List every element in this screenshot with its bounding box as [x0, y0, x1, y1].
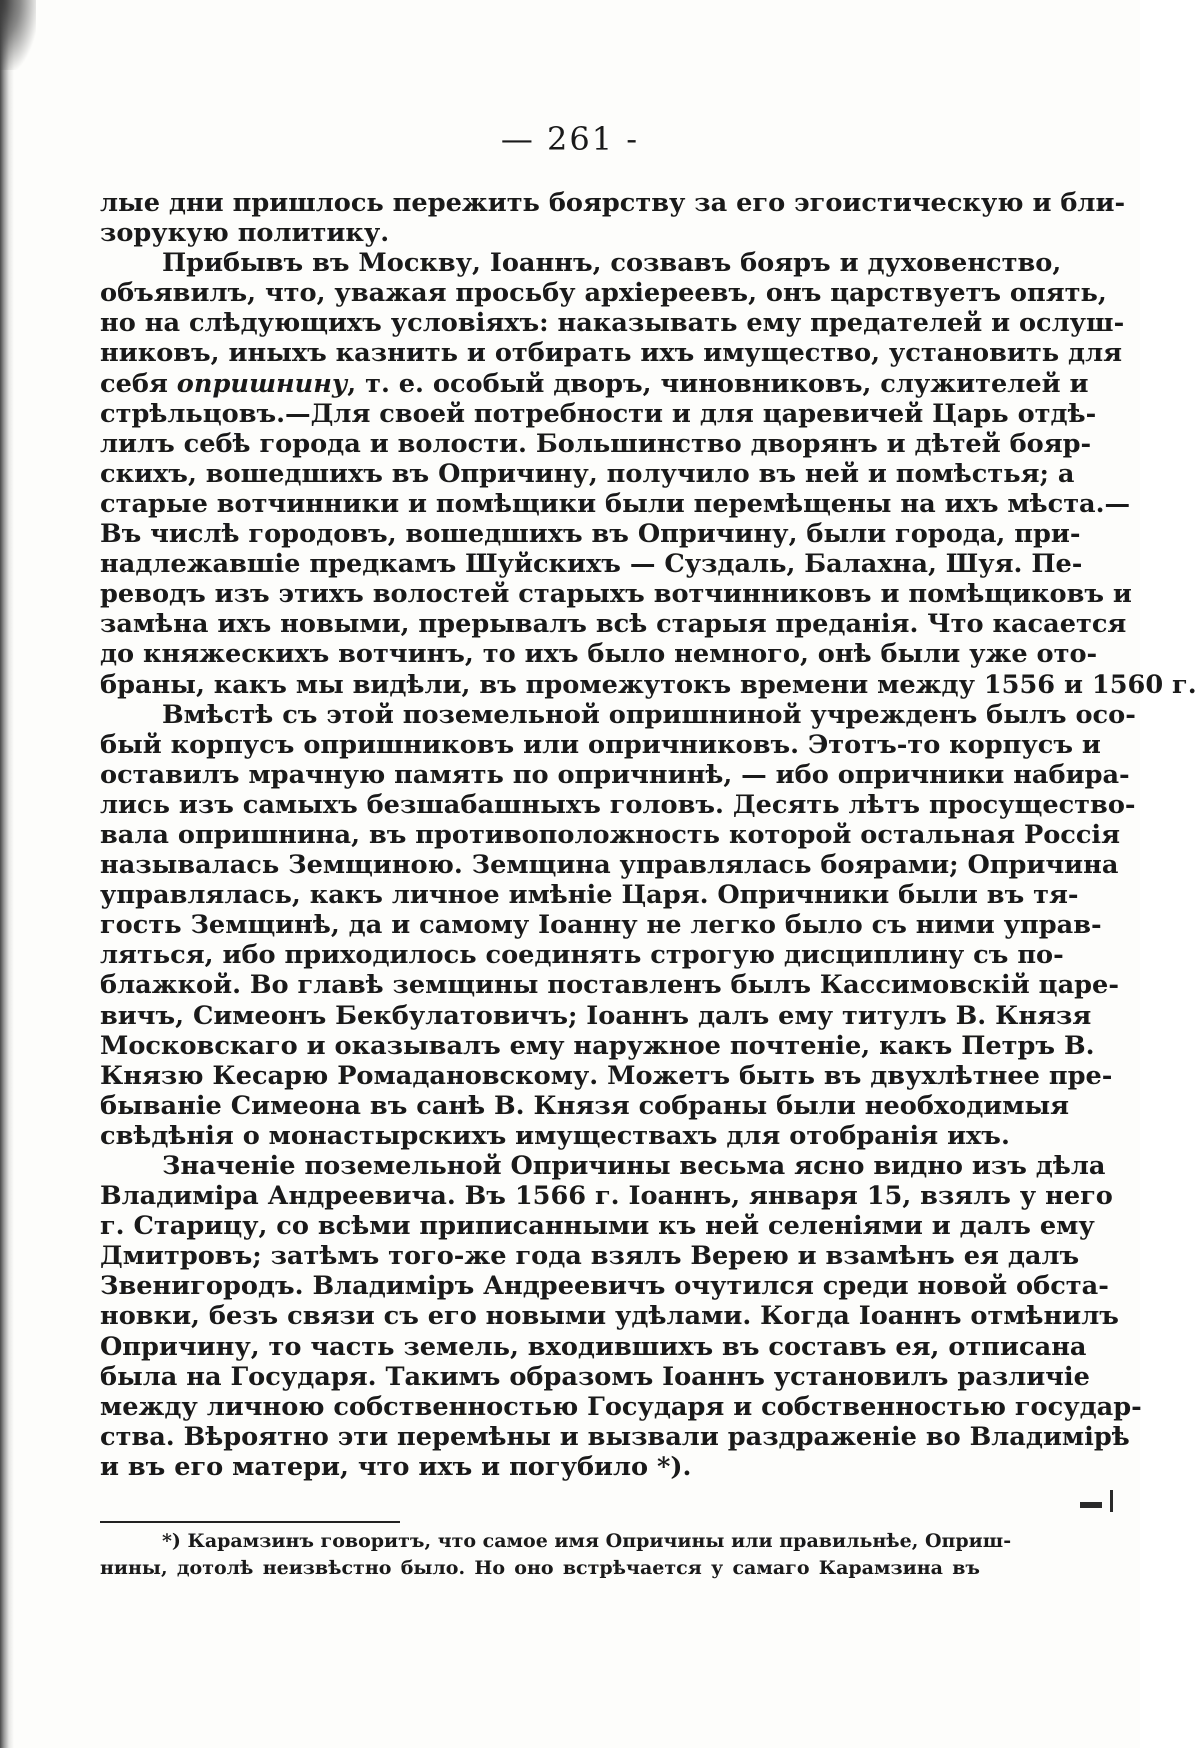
text-line: лые дни пришлось пережить боярству за его эгоистическую и бли- [100, 188, 1126, 218]
text-line: вала опришнина, въ противоположность которой остальная Россія [100, 819, 1121, 850]
text-line: называлась Земщиною. Земщина управлялась боярами; Опричина [100, 850, 1119, 881]
emphasis-word: опришнину [176, 368, 348, 399]
text-line: замѣна ихъ новыми, прерывалъ всѣ старыя преданія. Что касается [100, 609, 1127, 640]
text-line: объявилъ, что, уважая просьбу архіереевъ, онъ царствуетъ опять, [100, 278, 1107, 309]
scan-speck [1110, 1490, 1113, 1512]
text-line: Значеніе поземельной Опричины весьма ясно видно изъ дѣла [162, 1151, 1106, 1181]
text-line: оставилъ мрачную память по опричнинѣ, — ибо опричники набира- [100, 759, 1130, 790]
text-line: Князю Кесарю Ромадановскому. Можетъ быть въ двухлѣтнее пре- [100, 1060, 1113, 1091]
text-line: ства. Вѣроятно эти перемѣны и вызвали раздраженіе во Владимірѣ [100, 1421, 1130, 1452]
text-line: но на слѣдующихъ условіяхъ: наказывать ему предателей и ослуш- [100, 308, 1125, 339]
text-line: Дмитровъ; затѣмъ того-же года взялъ Верею и взамѣнъ ея далъ [100, 1241, 1080, 1272]
text-line: Прибывъ въ Москву, Іоаннъ, созвавъ бояръ и духовенство, [162, 248, 1062, 279]
text-line: Звенигородъ. Владиміръ Андреевичъ очутился среди новой обста- [100, 1271, 1109, 1302]
text-line: стрѣльцовъ.—Для своей потребности и для царевичей Царь отдѣ- [100, 398, 1097, 429]
scan-binding-shadow [0, 0, 14, 1748]
paragraph [100, 248, 1197, 700]
text-line: Въ числѣ городовъ, вошедшихъ въ Опричину, были города, при- [100, 519, 1081, 550]
text-line: браны, какъ мы видѣли, въ промежутокъ времени между 1556 и 1560 г. [100, 669, 1197, 700]
text-line: зорукую политику. [100, 218, 390, 249]
text-line: бый корпусъ опришниковъ или опричниковъ. Этотъ-то корпусъ и [100, 729, 1101, 760]
text-line: ляться, ибо приходилось соединять строгую дисциплину съ по- [100, 940, 1064, 971]
body-text [100, 188, 1197, 1482]
paragraph [100, 188, 1126, 249]
text-line: Владиміра Андреевича. Въ 1566 г. Іоаннъ, января 15, взялъ у него [100, 1181, 1113, 1212]
text-line: до княжескихъ вотчинъ, то ихъ было немного, онѣ были уже ото- [100, 639, 1098, 670]
text-line: была на Государя. Такимъ образомъ Іоаннъ установилъ различіе [100, 1361, 1090, 1392]
text-line: себя опришнину, т. е. особый дворъ, чиновниковъ, служителей и [100, 368, 1089, 399]
text-line: Опричину, то часть земель, входившихъ въ составъ ея, отписана [100, 1331, 1087, 1362]
footnote-line: нины, дотолѣ неизвѣстно было. Но оно встрѣчается у самаго Карамзина въ [100, 1557, 980, 1579]
paragraph [100, 699, 1136, 1151]
footnote-line: *) Карамзинъ говоритъ, что самое имя Опричины или правильнѣе, Оприш- [162, 1530, 1012, 1552]
text-line: бываніе Симеона въ санѣ В. Князя собраны были необходимыя [100, 1090, 1070, 1121]
text-line: гость Земщинѣ, да и самому Іоанну не легко было съ ними управ- [100, 910, 1102, 941]
text-line: никовъ, иныхъ казнить и отбирать ихъ имущество, установить для [100, 338, 1123, 369]
text-line: скихъ, вошедшихъ въ Опричину, получило въ ней и помѣстья; а [100, 458, 1075, 489]
footnote-divider [100, 1521, 400, 1523]
paragraph [100, 1151, 1142, 1482]
page-number: — 261 - [500, 120, 640, 158]
text-line: управлялась, какъ личное имѣніе Царя. Опричники были въ тя- [100, 880, 1079, 911]
text-line: г. Старицу, со всѣми приписанными къ ней селеніями и далъ ему [100, 1211, 1095, 1242]
text-line: вичъ, Симеонъ Бекбулатовичъ; Іоаннъ далъ ему титулъ В. Князя [100, 1000, 1092, 1031]
text-line: Вмѣстѣ съ этой поземельной опришниной учрежденъ былъ осо- [162, 699, 1136, 730]
text-line: надлежавшіе предкамъ Шуйскихъ — Суздаль, Балахна, Шуя. Пе- [100, 549, 1083, 580]
text-line: и въ его матери, что ихъ и погубило *). [100, 1451, 692, 1482]
text-line: реводъ изъ этихъ волостей старыхъ вотчинниковъ и помѣщиковъ и [100, 579, 1132, 610]
text-line: свѣдѣнія о монастырскихъ имуществахъ для отобранія ихъ. [100, 1120, 1010, 1151]
footnote [100, 1528, 1012, 1582]
text-line: старые вотчинники и помѣщики были перемѣщены на ихъ мѣста.— [100, 488, 1131, 519]
scan-speck [1080, 1502, 1102, 1508]
text-line: лилъ себѣ города и волости. Большинство дворянъ и дѣтей бояр- [100, 428, 1092, 459]
scan-corner-shadow [0, 0, 36, 70]
text-line: новки, безъ связи съ его новыми удѣлами. Когда Іоаннъ отмѣнилъ [100, 1301, 1119, 1332]
text-line: между личною собственностью Государя и собственностью государ- [100, 1391, 1142, 1422]
text-line: блажкой. Во главѣ земщины поставленъ былъ Кассимовскій царе- [100, 970, 1119, 1001]
text-line: лись изъ самыхъ безшабашныхъ головъ. Десять лѣтъ просущество- [100, 789, 1136, 820]
text-line: Московскаго и оказывалъ ему наружное почтеніе, какъ Петръ В. [100, 1030, 1095, 1061]
